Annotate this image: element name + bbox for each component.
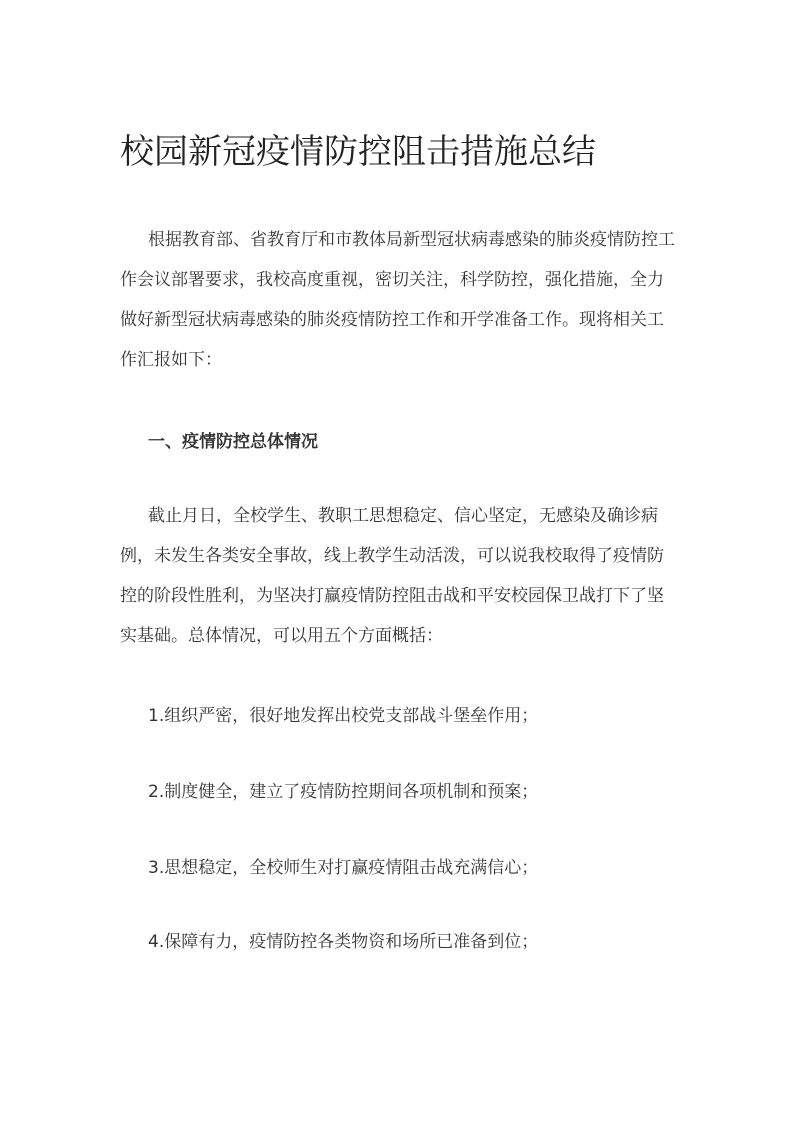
document-title: 校园新冠疫情防控阻击措施总结: [120, 132, 596, 172]
section-heading: 一、疫情防控总体情况: [148, 432, 318, 452]
section-paragraph: 截止月日，全校学生、教职工思想稳定、信心坚定，无感染及确诊病例，未发生各类安全事故，线上教学生动活泼，可以说我校取得了疫情防控的阶段性胜利，为坚决打赢疫情防控阻击战和平安校园保卫战打下了坚实基础。总体情况，可以用五个方面概括：: [120, 506, 664, 646]
list-item: 1.组织严密，很好地发挥出校党支部战斗堡垒作用；: [148, 706, 539, 726]
intro-paragraph: 根据教育部、省教育厅和市教体局新型冠状病毒感染的肺炎疫情防控工作会议部署要求，我校高度重视，密切关注，科学防控，强化措施，全力做好新型冠状病毒感染的肺炎疫情防控工作和开学准备工作。现将相关工作汇报如下：: [120, 230, 675, 370]
list-item: 4.保障有力，疫情防控各类物资和场所已准备到位；: [148, 932, 539, 952]
list-item: 3.思想稳定，全校师生对打赢疫情阻击战充满信心；: [148, 858, 539, 878]
list-item: 2.制度健全，建立了疫情防控期间各项机制和预案；: [148, 782, 539, 802]
